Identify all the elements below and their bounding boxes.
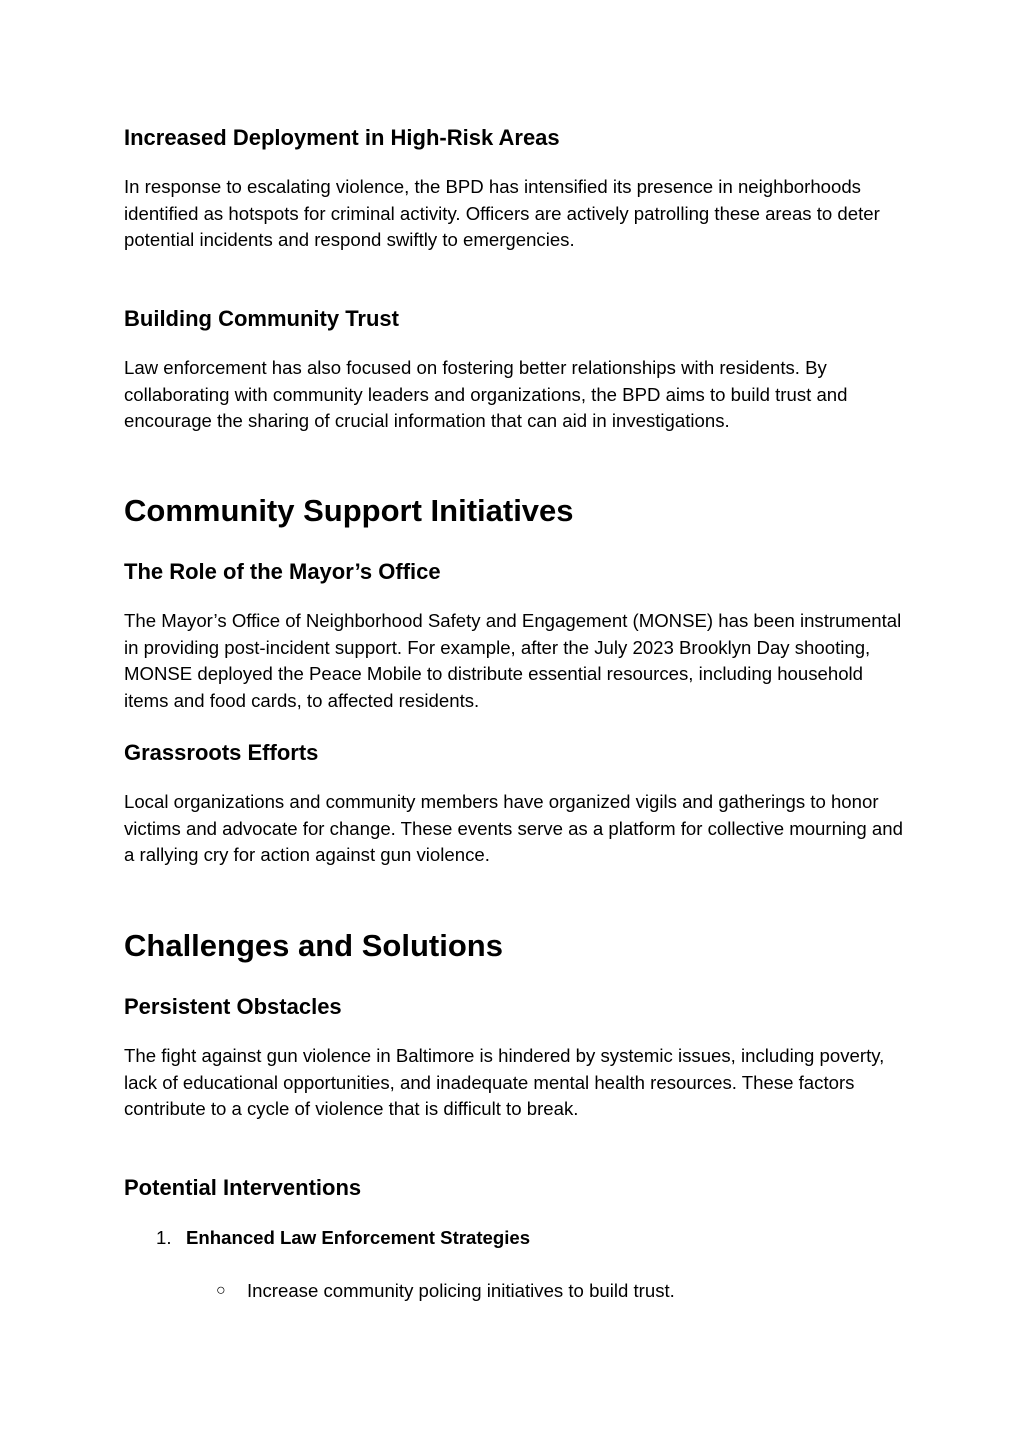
heading-challenges: Challenges and Solutions <box>124 928 503 963</box>
list-item-title: Enhanced Law Enforcement Strategies <box>186 1227 531 1248</box>
circle-bullet-icon: ○ <box>216 1282 226 1299</box>
sub-list-item-text: Increase community policing initiatives to build trust. <box>247 1280 675 1301</box>
paragraph-increased-deployment: In response to escalating violence, the BPD has intensified its presence in neighborhoods identified as hotspots for criminal activity. Officers are actively patrolling these areas to deter potential incidents and respond swiftly to emergencies. <box>124 176 880 250</box>
heading-building-trust: Building Community Trust <box>124 306 399 331</box>
heading-community-support: Community Support Initiatives <box>124 493 574 528</box>
list-item-number: 1. <box>156 1227 172 1248</box>
paragraph-persistent-obstacles: The fight against gun violence in Baltimore is hindered by systemic issues, including poverty, lack of educational opportunities, and inadequate mental health resources. These factors contribute to a cycle of violence that is difficult to break. <box>124 1045 885 1119</box>
heading-persistent-obstacles: Persistent Obstacles <box>124 994 342 1019</box>
paragraph-building-trust: Law enforcement has also focused on fostering better relationships with residents. By collaborating with community leaders and organizations, the BPD aims to build trust and encourage the sharing of crucial information that can aid in investigations. <box>124 357 848 431</box>
heading-grassroots: Grassroots Efforts <box>124 740 319 765</box>
paragraph-grassroots: Local organizations and community members have organized vigils and gatherings to honor victims and advocate for change. These events serve as a platform for collective mourning and a rallying cry for action against gun violence. <box>124 791 903 865</box>
heading-increased-deployment: Increased Deployment in High-Risk Areas <box>124 125 560 150</box>
heading-potential-interventions: Potential Interventions <box>124 1175 362 1200</box>
paragraph-mayors-office: The Mayor’s Office of Neighborhood Safety and Engagement (MONSE) has been instrumental in providing post-incident support. For example, after the July 2023 Brooklyn Day shooting, MONSE deployed the Peace Mobile to distribute essential resources, including household items and food cards, to affected residents. <box>124 610 902 711</box>
heading-mayors-office: The Role of the Mayor’s Office <box>124 559 441 584</box>
